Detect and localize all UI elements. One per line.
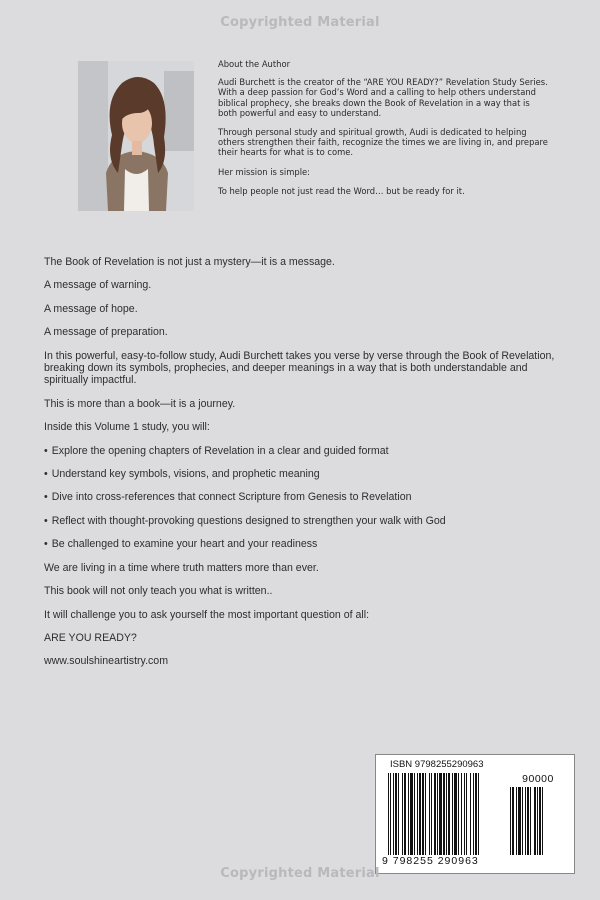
barcode-bar [537, 787, 538, 855]
barcode-bar [410, 773, 413, 855]
feature-list [44, 445, 564, 551]
back-cover-blurb [44, 256, 564, 679]
barcode-bar [542, 787, 543, 855]
barcode-bar [443, 773, 445, 855]
bullet-icon: • [44, 538, 48, 551]
barcode-bar [452, 773, 453, 855]
blurb-line: A message of warning. [44, 279, 152, 292]
barcode-bar [512, 787, 514, 855]
list-item: • Understand key symbols, visions, and prophetic meaning [44, 468, 320, 481]
about-author-heading: About the Author [218, 59, 291, 69]
barcode-bar [464, 773, 465, 855]
barcode-bar [417, 773, 418, 855]
barcode-bar [414, 773, 415, 855]
barcode-bar [516, 787, 517, 855]
blurb-question: ARE YOU READY? [44, 631, 137, 644]
list-item: • Explore the opening chapters of Revelation in a clear and guided format [44, 444, 389, 457]
barcode-bar [431, 773, 432, 855]
about-the-author [218, 59, 550, 205]
blurb-list-intro: Inside this Volume 1 study, you will: [44, 421, 210, 434]
barcode-bar [439, 773, 442, 855]
barcode-bar [458, 773, 459, 855]
barcode-bar [448, 773, 450, 855]
barcode-bar [466, 773, 467, 855]
author-mission-intro: Her mission is simple: [218, 166, 311, 177]
barcode-bar [539, 787, 541, 855]
barcode-bar [473, 773, 474, 855]
barcode-bar [461, 773, 462, 855]
barcode-bar [478, 773, 479, 855]
barcode-ean-digits: 9 798255 290963 [382, 855, 479, 867]
barcode-bar [422, 773, 424, 855]
barcode-bar [404, 773, 406, 855]
author-bio-paragraph-2: Through personal study and spiritual growth, Audi is dedicated to helping others strengthen their faith, recognize the times we are living in, and prepare their hearts for what is to come. [218, 127, 548, 158]
barcode-bar [525, 787, 526, 855]
blurb-line: This book will not only teach you what is written.. [44, 585, 273, 598]
barcode-bar [388, 773, 389, 855]
barcode-bar [429, 773, 430, 855]
blurb-line: A message of hope. [44, 302, 138, 315]
barcode-bar [522, 787, 523, 855]
copyright-watermark-top: Copyrighted Material [220, 15, 380, 30]
barcode-bars-main [388, 773, 500, 855]
barcode-bars-addon [510, 787, 566, 855]
blurb-line: It will challenge you to ask yourself the most important question of all: [44, 608, 370, 621]
bullet-icon: • [44, 491, 48, 504]
barcode-bar [434, 773, 436, 855]
barcode-bar [437, 773, 438, 855]
barcode-bar [534, 787, 536, 855]
copyright-watermark-bottom: Copyrighted Material [220, 866, 380, 881]
barcode-bar [393, 773, 394, 855]
author-bio-paragraph-1: Audi Burchett is the creator of the “ARE YOU READY?” Revelation Study Series. With a deep passion for God’s Word and a calling to help others understand biblical prophecy, she breaks down the Book of Revelation in a way that is both powerful and easy to understand. [218, 77, 548, 118]
barcode-bar [518, 787, 521, 855]
blurb-line: We are living in a time where truth matters more than ever. [44, 561, 319, 574]
barcode-bar [446, 773, 447, 855]
barcode-bar [510, 787, 511, 855]
barcode-bar [402, 773, 403, 855]
barcode-bar [475, 773, 477, 855]
barcode-bar [390, 773, 391, 855]
blurb-line: This is more than a book—it is a journey. [44, 397, 236, 410]
blurb-line: The Book of Revelation is not just a mystery—it is a message. [44, 256, 335, 268]
isbn-label: ISBN 9798255290963 [390, 759, 484, 770]
blurb-paragraph: In this powerful, easy-to-follow study, Audi Burchett takes you verse by verse through the Book of Revelation, breaking down its symbols, prophecies, and deeper meanings in a way that is both understandable and spiritually impactful. [44, 349, 555, 387]
bullet-icon: • [44, 468, 48, 481]
list-item: • Reflect with thought-provoking questions designed to strengthen your walk with God [44, 514, 446, 527]
isbn-barcode [375, 754, 575, 874]
barcode-addon-number: 90000 [522, 773, 554, 785]
barcode-bar [408, 773, 409, 855]
barcode-bar [454, 773, 457, 855]
list-item: • Dive into cross-references that connect Scripture from Genesis to Revelation [44, 491, 412, 504]
bullet-icon: • [44, 444, 48, 457]
author-photo [78, 61, 194, 211]
barcode-bar [527, 787, 529, 855]
barcode-bar [425, 773, 426, 855]
blurb-line: A message of preparation. [44, 326, 168, 339]
barcode-bar [395, 773, 397, 855]
barcode-bar [419, 773, 421, 855]
barcode-bar [398, 773, 399, 855]
list-item: • Be challenged to examine your heart and your readiness [44, 538, 318, 551]
barcode-bar [470, 773, 471, 855]
barcode-bar [530, 787, 531, 855]
website-url: www.soulshineartistry.com [44, 655, 169, 668]
bullet-icon: • [44, 514, 48, 527]
author-mission: To help people not just read the Word… but be ready for it. [218, 185, 465, 196]
